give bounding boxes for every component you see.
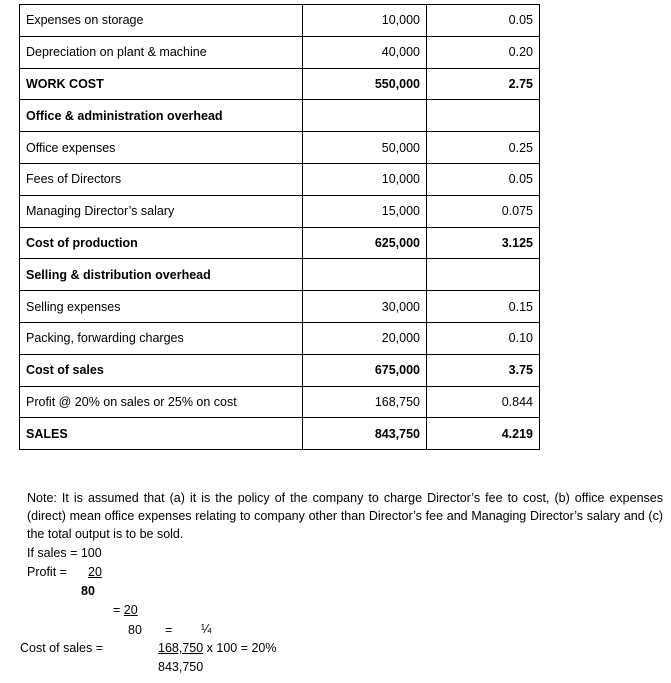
table-row	[20, 259, 540, 291]
profit-percent-calc	[158, 640, 277, 656]
table-row	[20, 386, 540, 418]
row-amount: 168,750	[303, 386, 427, 418]
ratio-result: ¼	[201, 622, 212, 636]
row-label: Profit @ 20% on sales or 25% on cost	[20, 386, 303, 418]
row-amount: 15,000	[303, 195, 427, 227]
row-amount: 675,000	[303, 354, 427, 386]
row-label: Fees of Directors	[20, 163, 303, 195]
table-row	[20, 322, 540, 354]
row-amount: 550,000	[303, 68, 427, 100]
row-label: SALES	[20, 418, 303, 450]
profit-label: Profit =	[27, 565, 67, 579]
ratio-equals: =	[165, 623, 173, 637]
cost-sheet-table	[19, 4, 540, 450]
row-label: Cost of sales	[20, 354, 303, 386]
row-per-unit: 0.844	[427, 386, 540, 418]
table-row	[20, 5, 540, 37]
row-amount: 30,000	[303, 291, 427, 323]
row-label: Selling expenses	[20, 291, 303, 323]
row-amount: 40,000	[303, 36, 427, 68]
ratio-denominator: 80	[128, 623, 142, 637]
table-row	[20, 354, 540, 386]
row-label: Expenses on storage	[20, 5, 303, 37]
row-per-unit: 3.125	[427, 227, 540, 259]
row-label: Managing Director’s salary	[20, 195, 303, 227]
row-per-unit: 0.20	[427, 36, 540, 68]
row-label: WORK COST	[20, 68, 303, 100]
calc-denominator: 843,750	[158, 660, 204, 674]
row-label: Packing, forwarding charges	[20, 322, 303, 354]
row-per-unit	[427, 259, 540, 291]
profit-denominator: 80	[81, 584, 95, 598]
note-paragraph: Note: It is assumed that (a) it is the policy of the company to charge Director’s fee to cost, (b) office expenses (direct) mean office expenses relating to company other than Director’s fee and Managing Director’s salary and (c) the total output is to be sold.	[27, 491, 663, 541]
row-amount: 20,000	[303, 322, 427, 354]
row-label: Selling & distribution overhead	[20, 259, 303, 291]
row-per-unit	[427, 100, 540, 132]
table-row	[20, 132, 540, 164]
row-amount: 10,000	[303, 163, 427, 195]
table-row	[20, 227, 540, 259]
row-label: Office expenses	[20, 132, 303, 164]
table-row	[20, 195, 540, 227]
cost-of-sales-label: Cost of sales =	[20, 641, 104, 655]
cost-sheet-body	[20, 5, 540, 450]
row-per-unit: 0.075	[427, 195, 540, 227]
ratio-numerator: = 20	[113, 603, 138, 617]
row-per-unit: 0.10	[427, 322, 540, 354]
table-row	[20, 163, 540, 195]
row-amount: 625,000	[303, 227, 427, 259]
row-amount: 50,000	[303, 132, 427, 164]
row-label: Office & administration overhead	[20, 100, 303, 132]
table-row	[20, 36, 540, 68]
row-amount	[303, 100, 427, 132]
row-label: Cost of production	[20, 227, 303, 259]
row-amount: 10,000	[303, 5, 427, 37]
calc-numerator: 168,750	[158, 641, 204, 655]
profit-numerator: 20	[88, 565, 102, 579]
row-per-unit: 4.219	[427, 418, 540, 450]
row-label: Depreciation on plant & machine	[20, 36, 303, 68]
calc-rest: x 100 = 20%	[203, 641, 277, 655]
row-per-unit: 0.25	[427, 132, 540, 164]
row-amount	[303, 259, 427, 291]
table-row	[20, 100, 540, 132]
row-per-unit: 0.15	[427, 291, 540, 323]
row-per-unit: 0.05	[427, 5, 540, 37]
table-row	[20, 418, 540, 450]
ratio-numerator-value: 20	[123, 603, 138, 617]
row-per-unit: 0.05	[427, 163, 540, 195]
row-per-unit: 3.75	[427, 354, 540, 386]
row-amount: 843,750	[303, 418, 427, 450]
if-sales-line: If sales = 100	[27, 546, 102, 560]
table-row	[20, 68, 540, 100]
row-per-unit: 2.75	[427, 68, 540, 100]
table-row	[20, 291, 540, 323]
